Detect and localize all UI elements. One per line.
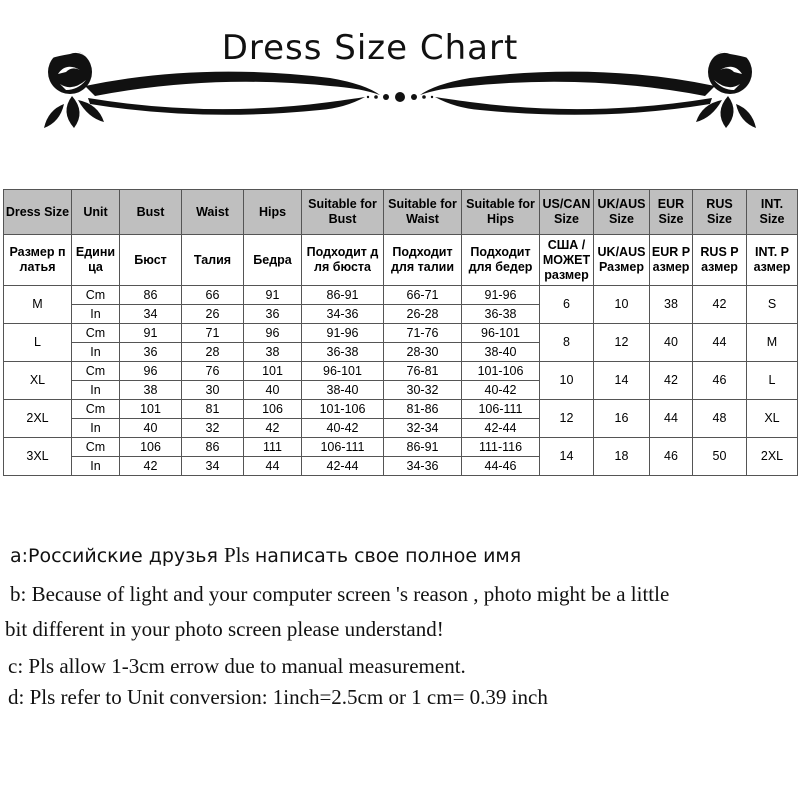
uk-size-cell: 14: [594, 362, 650, 400]
note-b-line2: bit different in your photo screen please understand!: [5, 617, 444, 641]
cm-value-cell: 81: [182, 400, 244, 419]
header-cell-en: Suitable for Waist: [384, 190, 462, 235]
header-cell-en: INT. Size: [747, 190, 798, 235]
table-row: [4, 438, 798, 457]
in-value-cell: In: [72, 305, 120, 324]
us-size-cell: 8: [540, 324, 594, 362]
rus-size-cell: 44: [693, 324, 747, 362]
cm-value-cell: 91: [120, 324, 182, 343]
dress-size-cell: M: [4, 286, 72, 324]
in-value-cell: 44-46: [462, 457, 540, 476]
dress-size-cell: L: [4, 324, 72, 362]
us-size-cell: 12: [540, 400, 594, 438]
in-value-cell: In: [72, 457, 120, 476]
int-size-cell: XL: [747, 400, 798, 438]
eur-size-cell: 42: [650, 362, 693, 400]
dress-size-cell: 2XL: [4, 400, 72, 438]
header-cell-en: Hips: [244, 190, 302, 235]
header-cell-ru: Подходит для бедер: [462, 235, 540, 286]
in-value-cell: 34-36: [384, 457, 462, 476]
cm-value-cell: 106-111: [302, 438, 384, 457]
int-size-cell: L: [747, 362, 798, 400]
header-cell-en: Dress Size: [4, 190, 72, 235]
in-value-cell: 26: [182, 305, 244, 324]
table-row: [4, 324, 798, 343]
in-value-cell: 36-38: [462, 305, 540, 324]
cm-value-cell: 101-106: [462, 362, 540, 381]
header-cell-en: Waist: [182, 190, 244, 235]
rus-size-cell: 46: [693, 362, 747, 400]
cm-value-cell: 86: [120, 286, 182, 305]
in-value-cell: 40: [120, 419, 182, 438]
in-value-cell: In: [72, 343, 120, 362]
cm-value-cell: 76: [182, 362, 244, 381]
dress-size-cell: 3XL: [4, 438, 72, 476]
cm-value-cell: 91-96: [462, 286, 540, 305]
header-cell-ru: Едини ца: [72, 235, 120, 286]
in-value-cell: 40-42: [462, 381, 540, 400]
int-size-cell: S: [747, 286, 798, 324]
header-cell-en: RUS Size: [693, 190, 747, 235]
cm-value-cell: 106: [244, 400, 302, 419]
cm-value-cell: 81-86: [384, 400, 462, 419]
in-value-cell: 36: [244, 305, 302, 324]
header-cell-ru: Талия: [182, 235, 244, 286]
header-cell-ru: RUS P азмер: [693, 235, 747, 286]
header-cell-en: Bust: [120, 190, 182, 235]
cm-value-cell: 101: [244, 362, 302, 381]
cm-value-cell: 71-76: [384, 324, 462, 343]
header-cell-ru: UK/AUS Размер: [594, 235, 650, 286]
in-value-cell: In: [72, 419, 120, 438]
cm-value-cell: 101: [120, 400, 182, 419]
header-cell-ru: Бедра: [244, 235, 302, 286]
header-cell-ru: EUR P азмер: [650, 235, 693, 286]
in-value-cell: 40-42: [302, 419, 384, 438]
cm-value-cell: 91-96: [302, 324, 384, 343]
header-cell-ru: INT. P азмер: [747, 235, 798, 286]
cm-value-cell: 66-71: [384, 286, 462, 305]
in-value-cell: In: [72, 381, 120, 400]
in-value-cell: 32: [182, 419, 244, 438]
header-cell-en: UK/AUS Size: [594, 190, 650, 235]
cm-value-cell: 111: [244, 438, 302, 457]
cm-value-cell: 96-101: [302, 362, 384, 381]
cm-value-cell: 86: [182, 438, 244, 457]
note-a-ru1: Российские друзья: [28, 545, 224, 567]
in-value-cell: 42: [244, 419, 302, 438]
in-value-cell: 40: [244, 381, 302, 400]
cm-value-cell: Cm: [72, 286, 120, 305]
eur-size-cell: 44: [650, 400, 693, 438]
note-a: [10, 543, 521, 568]
header-cell-en: Suitable for Hips: [462, 190, 540, 235]
dress-size-cell: XL: [4, 362, 72, 400]
uk-size-cell: 12: [594, 324, 650, 362]
cm-value-cell: 66: [182, 286, 244, 305]
int-size-cell: M: [747, 324, 798, 362]
us-size-cell: 14: [540, 438, 594, 476]
cm-value-cell: 91: [244, 286, 302, 305]
rus-size-cell: 48: [693, 400, 747, 438]
cm-value-cell: 106-111: [462, 400, 540, 419]
in-value-cell: 34: [120, 305, 182, 324]
note-a-en: Pls: [223, 543, 255, 567]
note-c: c: Pls allow 1-3cm errow due to manual measurement.: [8, 654, 466, 678]
header-cell-ru: Бюст: [120, 235, 182, 286]
in-value-cell: 44: [244, 457, 302, 476]
cm-value-cell: 111-116: [462, 438, 540, 457]
eur-size-cell: 46: [650, 438, 693, 476]
header-cell-en: US/CAN Size: [540, 190, 594, 235]
in-value-cell: 34: [182, 457, 244, 476]
cm-value-cell: 96: [244, 324, 302, 343]
header-cell-en: Suitable for Bust: [302, 190, 384, 235]
cm-value-cell: 86-91: [302, 286, 384, 305]
in-value-cell: 38-40: [462, 343, 540, 362]
in-value-cell: 34-36: [302, 305, 384, 324]
header-banner: [0, 0, 800, 150]
in-value-cell: 36-38: [302, 343, 384, 362]
in-value-cell: 42: [120, 457, 182, 476]
in-value-cell: 42-44: [462, 419, 540, 438]
in-value-cell: 38: [244, 343, 302, 362]
in-value-cell: 38-40: [302, 381, 384, 400]
uk-size-cell: 10: [594, 286, 650, 324]
in-value-cell: 36: [120, 343, 182, 362]
cm-value-cell: Cm: [72, 438, 120, 457]
header-cell-en: Unit: [72, 190, 120, 235]
rose-ornament-icon: [0, 0, 800, 150]
us-size-cell: 6: [540, 286, 594, 324]
in-value-cell: 28: [182, 343, 244, 362]
in-value-cell: 42-44: [302, 457, 384, 476]
header-row-en: [4, 190, 798, 235]
size-chart-table: [3, 189, 798, 476]
cm-value-cell: 101-106: [302, 400, 384, 419]
cm-value-cell: Cm: [72, 362, 120, 381]
cm-value-cell: 71: [182, 324, 244, 343]
note-a-ru2: написать свое полное имя: [254, 545, 522, 567]
note-d: d: Pls refer to Unit conversion: 1inch=2.5cm or 1 cm= 0.39 inch: [8, 685, 548, 709]
chart-title: Dress Size Chart: [221, 28, 519, 68]
cm-value-cell: 96: [120, 362, 182, 381]
cm-value-cell: 106: [120, 438, 182, 457]
cm-value-cell: 86-91: [384, 438, 462, 457]
uk-size-cell: 18: [594, 438, 650, 476]
cm-value-cell: 96-101: [462, 324, 540, 343]
in-value-cell: 30: [182, 381, 244, 400]
int-size-cell: 2XL: [747, 438, 798, 476]
cm-value-cell: Cm: [72, 400, 120, 419]
header-cell-ru: Размер п латья: [4, 235, 72, 286]
uk-size-cell: 16: [594, 400, 650, 438]
table-row: [4, 400, 798, 419]
note-a-prefix: a:: [10, 545, 29, 567]
table-row: [4, 362, 798, 381]
in-value-cell: 38: [120, 381, 182, 400]
cm-value-cell: Cm: [72, 324, 120, 343]
cm-value-cell: 76-81: [384, 362, 462, 381]
table-row: [4, 286, 798, 305]
header-cell-ru: Подходит для талии: [384, 235, 462, 286]
header-cell-en: EUR Size: [650, 190, 693, 235]
header-cell-ru: Подходит д ля бюста: [302, 235, 384, 286]
eur-size-cell: 40: [650, 324, 693, 362]
in-value-cell: 30-32: [384, 381, 462, 400]
us-size-cell: 10: [540, 362, 594, 400]
header-cell-ru: США / МОЖЕТ размер: [540, 235, 594, 286]
note-b-line1: b: Because of light and your computer screen 's reason , photo might be a little: [10, 582, 670, 606]
in-value-cell: 28-30: [384, 343, 462, 362]
in-value-cell: 26-28: [384, 305, 462, 324]
in-value-cell: 32-34: [384, 419, 462, 438]
eur-size-cell: 38: [650, 286, 693, 324]
rus-size-cell: 50: [693, 438, 747, 476]
header-row-ru: [4, 235, 798, 286]
rus-size-cell: 42: [693, 286, 747, 324]
